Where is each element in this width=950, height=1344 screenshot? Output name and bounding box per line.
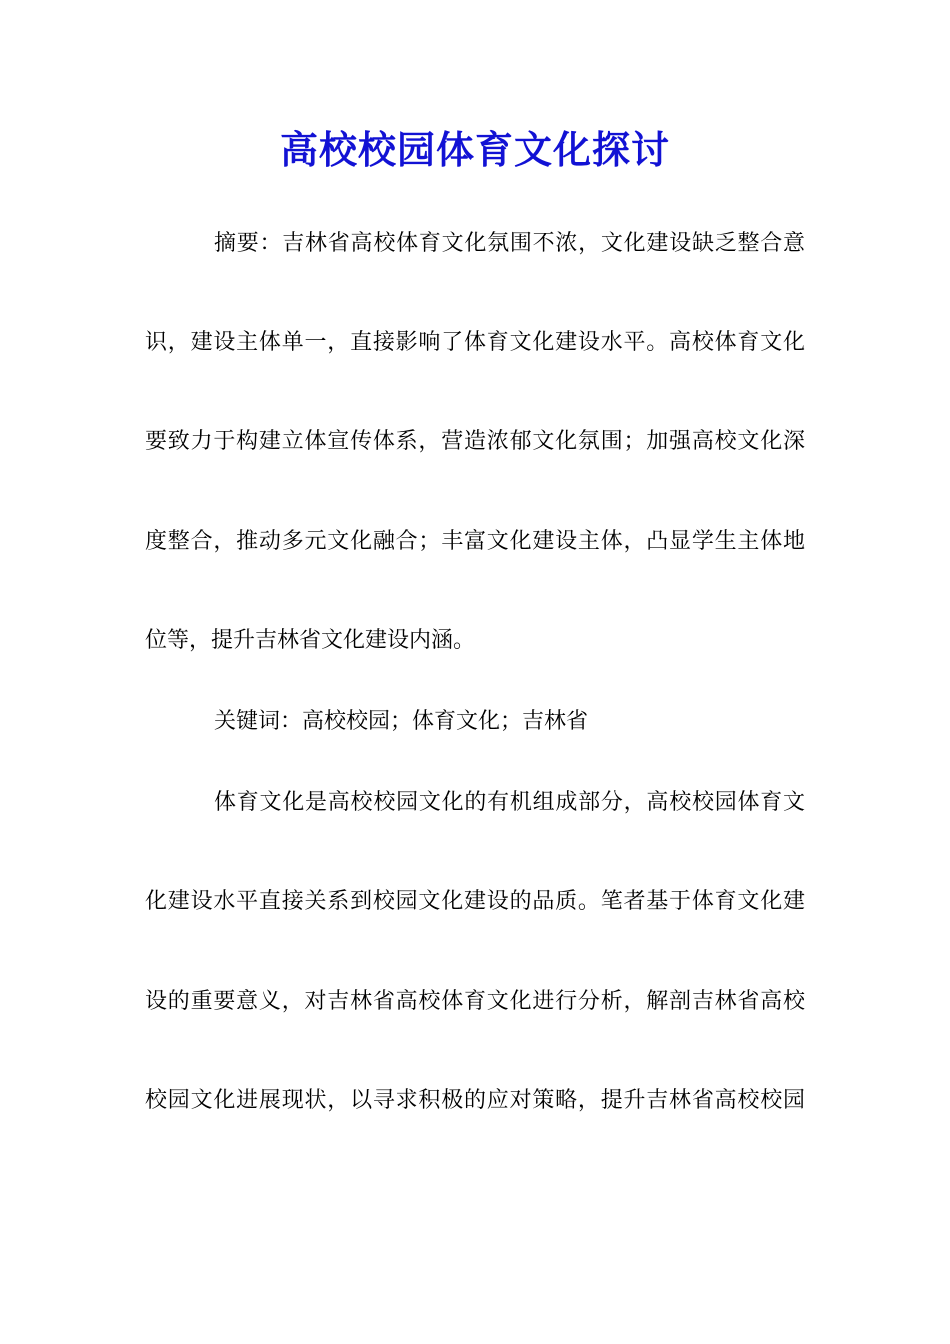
- document-title: 高校校园体育文化探讨: [279, 127, 670, 172]
- body-line-4: 校园文化进展现状，以寻求积极的应对策略，提升吉林省高校校园: [145, 1088, 805, 1113]
- abstract-line-3: 要致力于构建立体宣传体系，营造浓郁文化氛围；加强高校文化深: [145, 429, 805, 454]
- abstract-line-2: 识，建设主体单一，直接影响了体育文化建设水平。高校体育文化: [145, 330, 805, 355]
- body-line-3: 设的重要意义，对吉林省高校体育文化进行分析，解剖吉林省高校: [145, 989, 805, 1014]
- abstract-line-1: 摘要：吉林省高校体育文化氛围不浓，文化建设缺乏整合意: [214, 231, 805, 256]
- body-line-1: 体育文化是高校校园文化的有机组成部分，高校校园体育文: [214, 790, 805, 815]
- body-line-2: 化建设水平直接关系到校园文化建设的品质。笔者基于体育文化建: [145, 889, 805, 914]
- abstract-line-5: 位等，提升吉林省文化建设内涵。: [145, 628, 476, 653]
- abstract-line-4: 度整合，推动多元文化融合；丰富文化建设主体，凸显学生主体地: [145, 529, 805, 554]
- keywords-line: 关键词：高校校园；体育文化；吉林省: [214, 709, 589, 734]
